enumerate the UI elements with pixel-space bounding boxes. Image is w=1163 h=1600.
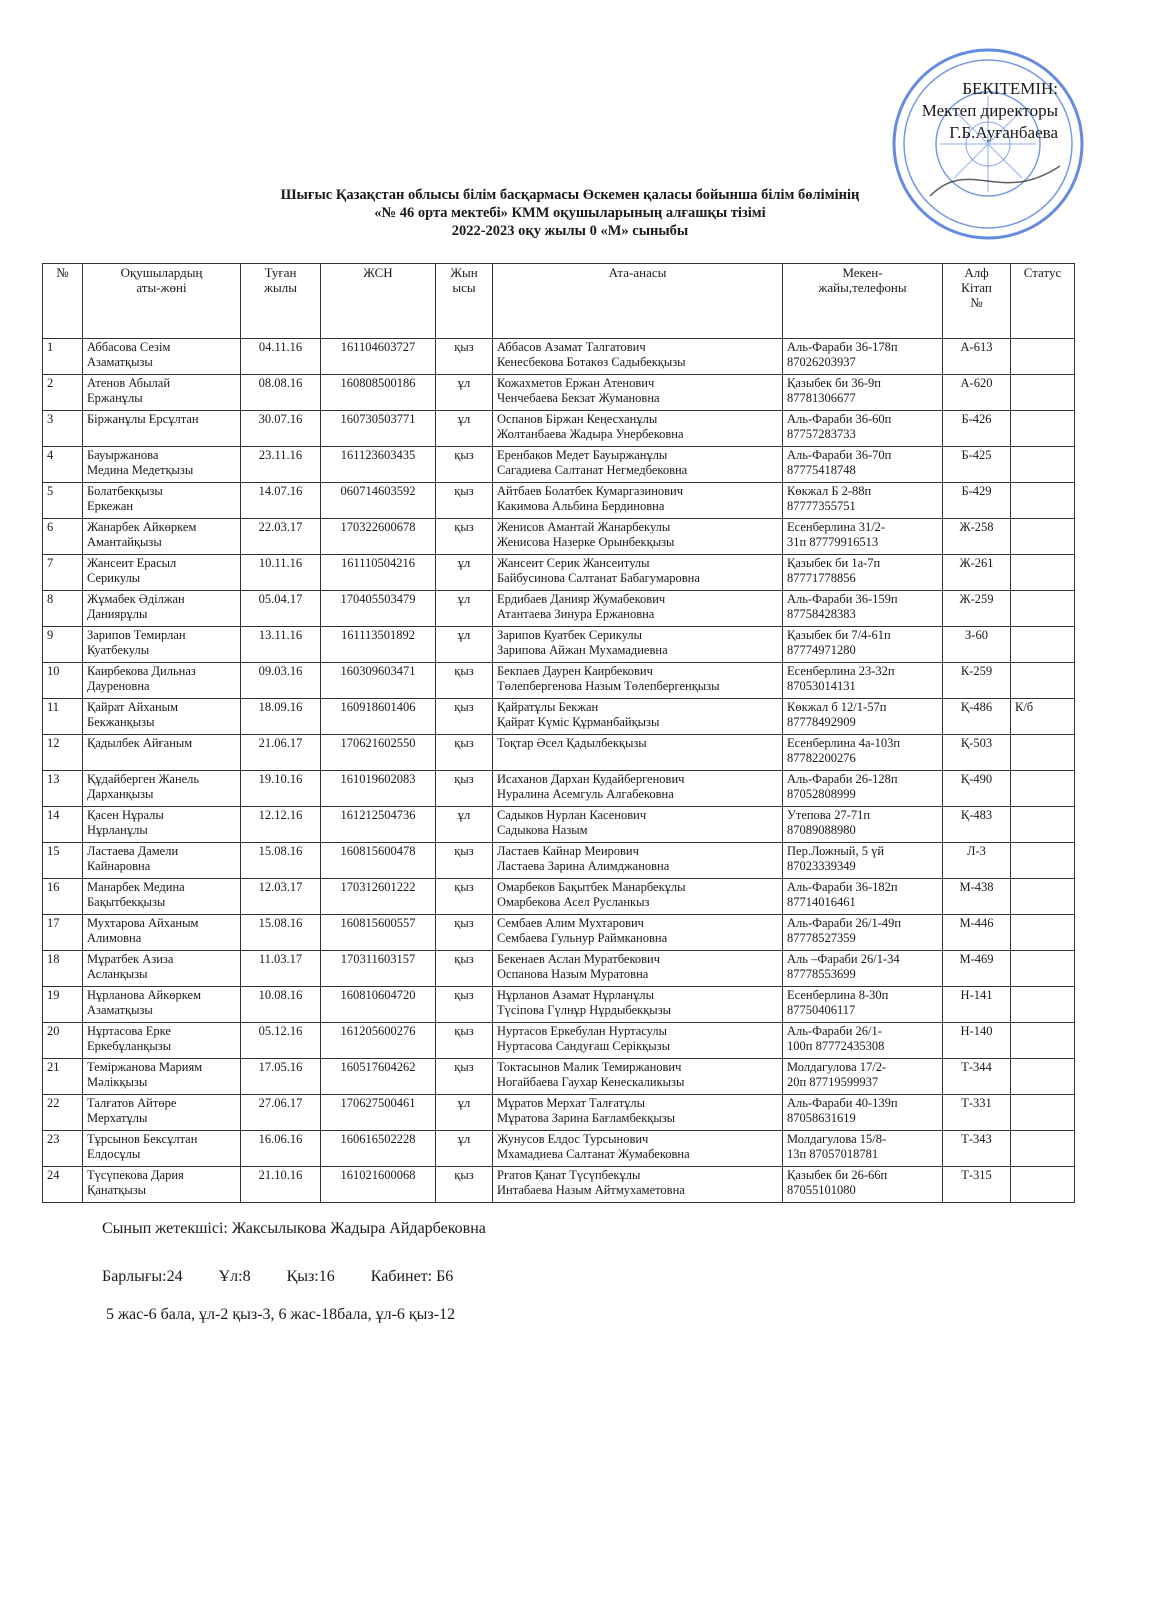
table-row <box>43 663 1075 699</box>
cell-name: Қадылбек Айғаным <box>83 735 241 771</box>
cell-gender: қыз <box>436 519 493 555</box>
cell-name: Біржанұлы Ерсұлтан <box>83 411 241 447</box>
cell-no: 6 <box>43 519 83 555</box>
table-row <box>43 1167 1075 1203</box>
approval-block <box>878 78 1058 144</box>
header-iin: ЖСН <box>321 264 436 339</box>
cell-name: Қайрат Айханым Бекжанқызы <box>83 699 241 735</box>
cell-iin: 170312601222 <box>321 879 436 915</box>
cell-address: Пер.Ложный, 5 үй 87023339349 <box>783 843 943 879</box>
table-row <box>43 807 1075 843</box>
cell-iin: 170627500461 <box>321 1095 436 1131</box>
cell-no: 12 <box>43 735 83 771</box>
cell-no: 14 <box>43 807 83 843</box>
cell-dob: 08.08.16 <box>241 375 321 411</box>
cell-status <box>1011 879 1075 915</box>
cell-parents: Тоқтар Әсел Қадылбекқызы <box>493 735 783 771</box>
cell-no: 22 <box>43 1095 83 1131</box>
cell-parents: Еренбаков Медет Бауыржанұлы Сагадиева Салтанат Негмедбековна <box>493 447 783 483</box>
cell-parents: Садыков Нурлан Касенович Садыкова Назым <box>493 807 783 843</box>
cell-parents: Ластаев Кайнар Меирович Ластаева Зарина Алимджановна <box>493 843 783 879</box>
boys-count: Ұл:8 <box>218 1268 251 1285</box>
class-totals <box>102 1268 485 1286</box>
cell-iin: 170311603157 <box>321 951 436 987</box>
table-row <box>43 1095 1075 1131</box>
cell-iin: 161113501892 <box>321 627 436 663</box>
table-row <box>43 483 1075 519</box>
cell-address: Аль-Фараби 36-182п 87714016461 <box>783 879 943 915</box>
cell-book: Н-140 <box>943 1023 1011 1059</box>
document-title <box>190 186 950 240</box>
cell-parents: Кожахметов Ержан Атенович Ченчебаева Бекзат Жумановна <box>493 375 783 411</box>
cell-address: Аль-Фараби 26/1- 100п 87772435308 <box>783 1023 943 1059</box>
cell-status <box>1011 591 1075 627</box>
girls-count: Қыз:16 <box>286 1268 335 1285</box>
cell-dob: 19.10.16 <box>241 771 321 807</box>
cell-iin: 170621602550 <box>321 735 436 771</box>
cell-name: Талғатов Айтөре Мерхатұлы <box>83 1095 241 1131</box>
cell-address: Аль-Фараби 26-128п 87052808999 <box>783 771 943 807</box>
cell-address: Аль –Фараби 26/1-34 87778553699 <box>783 951 943 987</box>
cell-address: Көкжал б 12/1-57п 87778492909 <box>783 699 943 735</box>
cell-dob: 10.11.16 <box>241 555 321 591</box>
table-row <box>43 915 1075 951</box>
cell-no: 20 <box>43 1023 83 1059</box>
cell-book: А-620 <box>943 375 1011 411</box>
cell-gender: қыз <box>436 1023 493 1059</box>
header-dob: Туған жылы <box>241 264 321 339</box>
cell-no: 2 <box>43 375 83 411</box>
cell-parents: Нуртасов Еркебулан Нуртасулы Нуртасова Сандуғаш Серікқызы <box>493 1023 783 1059</box>
cell-address: Қазыбек би 36-9п 87781306677 <box>783 375 943 411</box>
header-name: Оқушылардың аты-жөні <box>83 264 241 339</box>
cell-no: 11 <box>43 699 83 735</box>
cell-dob: 15.08.16 <box>241 843 321 879</box>
cell-parents: Женисов Амантай Жанарбекулы Женисова Назерке Орынбекқызы <box>493 519 783 555</box>
cell-gender: қыз <box>436 879 493 915</box>
cell-book: Б-426 <box>943 411 1011 447</box>
cell-parents: Жунусов Елдос Турсынович Мхамадиева Салтанат Жумабековна <box>493 1131 783 1167</box>
cell-no: 21 <box>43 1059 83 1095</box>
cell-iin: 160810604720 <box>321 987 436 1023</box>
cell-address: Аль-Фараби 36-178п 87026203937 <box>783 339 943 375</box>
header-address: Мекен- жайы,телефоны <box>783 264 943 339</box>
cell-name: Каирбекова Дильназ Дауреновна <box>83 663 241 699</box>
cell-book: А-613 <box>943 339 1011 375</box>
cell-gender: ұл <box>436 627 493 663</box>
cell-gender: қыз <box>436 663 493 699</box>
cell-no: 18 <box>43 951 83 987</box>
approval-position: Мектеп директоры <box>921 101 1058 120</box>
cell-parents: Сембаев Алим Мухтарович Сембаева Гульнур Раймкановна <box>493 915 783 951</box>
table-row <box>43 339 1075 375</box>
cell-status <box>1011 1023 1075 1059</box>
cell-gender: қыз <box>436 915 493 951</box>
cell-address: Утепова 27-71п 87089088980 <box>783 807 943 843</box>
cell-book: М-446 <box>943 915 1011 951</box>
cell-iin: 161123603435 <box>321 447 436 483</box>
cell-book: Т-331 <box>943 1095 1011 1131</box>
cell-parents: Оспанов Біржан Кеңесханұлы Жолтанбаева Жадыра Унербековна <box>493 411 783 447</box>
table-row <box>43 591 1075 627</box>
table-row <box>43 771 1075 807</box>
cell-dob: 04.11.16 <box>241 339 321 375</box>
cell-name: Тұрсынов Бексұлтан Елдосұлы <box>83 1131 241 1167</box>
header-parents: Ата-анасы <box>493 264 783 339</box>
cell-book: Ж-259 <box>943 591 1011 627</box>
cell-status <box>1011 1131 1075 1167</box>
cell-status <box>1011 735 1075 771</box>
table-row <box>43 555 1075 591</box>
cell-book: Т-343 <box>943 1131 1011 1167</box>
cell-gender: ұл <box>436 591 493 627</box>
cell-name: Құдайберген Жанель Дарханқызы <box>83 771 241 807</box>
cell-no: 23 <box>43 1131 83 1167</box>
cabinet: Кабинет: Б6 <box>370 1268 454 1285</box>
cell-name: Атенов Абылай Ержанұлы <box>83 375 241 411</box>
cell-dob: 13.11.16 <box>241 627 321 663</box>
cell-parents: Рғатов Қанат Түсүпбекұлы Интабаева Назым Айтмухаметовна <box>493 1167 783 1203</box>
header-book: Алф Кітап № <box>943 264 1011 339</box>
cell-address: Молдагулова 17/2- 20п 87719599937 <box>783 1059 943 1095</box>
cell-dob: 15.08.16 <box>241 915 321 951</box>
cell-status <box>1011 555 1075 591</box>
cell-book: Б-429 <box>943 483 1011 519</box>
cell-name: Бауыржанова Медина Медетқызы <box>83 447 241 483</box>
cell-parents: Бекенаев Аслан Муратбекович Оспанова Назым Муратовна <box>493 951 783 987</box>
cell-dob: 05.04.17 <box>241 591 321 627</box>
cell-address: Аль-Фараби 36-60п 87757283733 <box>783 411 943 447</box>
cell-gender: қыз <box>436 699 493 735</box>
cell-name: Манарбек Медина Бақытбекқызы <box>83 879 241 915</box>
cell-gender: қыз <box>436 483 493 519</box>
cell-dob: 21.06.17 <box>241 735 321 771</box>
cell-iin: 161021600068 <box>321 1167 436 1203</box>
cell-dob: 12.03.17 <box>241 879 321 915</box>
cell-iin: 060714603592 <box>321 483 436 519</box>
table-row <box>43 447 1075 483</box>
cell-address: Аль-Фараби 40-139п 87058631619 <box>783 1095 943 1131</box>
cell-book: Қ-483 <box>943 807 1011 843</box>
table-row <box>43 1023 1075 1059</box>
cell-gender: ұл <box>436 807 493 843</box>
cell-no: 9 <box>43 627 83 663</box>
cell-book: Л-3 <box>943 843 1011 879</box>
cell-iin: 160730503771 <box>321 411 436 447</box>
total-count: Барлығы:24 <box>102 1268 183 1285</box>
table-row <box>43 519 1075 555</box>
cell-gender: ұл <box>436 411 493 447</box>
cell-iin: 160309603471 <box>321 663 436 699</box>
table-row <box>43 879 1075 915</box>
cell-parents: Исаханов Дархан Кудайбергенович Нуралина Асемгуль Алгабековна <box>493 771 783 807</box>
cell-no: 1 <box>43 339 83 375</box>
cell-status <box>1011 771 1075 807</box>
cell-book: М-438 <box>943 879 1011 915</box>
cell-no: 17 <box>43 915 83 951</box>
cell-book: Н-141 <box>943 987 1011 1023</box>
cell-gender: қыз <box>436 447 493 483</box>
cell-no: 24 <box>43 1167 83 1203</box>
cell-parents: Бекпаев Даурен Каирбекович Төлепбергенова Назым Төлепбергенқызы <box>493 663 783 699</box>
cell-iin: 161019602083 <box>321 771 436 807</box>
table-body <box>43 339 1075 1203</box>
cell-no: 13 <box>43 771 83 807</box>
cell-status <box>1011 807 1075 843</box>
cell-no: 10 <box>43 663 83 699</box>
cell-iin: 161110504216 <box>321 555 436 591</box>
cell-status <box>1011 519 1075 555</box>
table-row <box>43 735 1075 771</box>
cell-status <box>1011 411 1075 447</box>
cell-name: Жанарбек Айкөркем Амантайқызы <box>83 519 241 555</box>
cell-address: Есенберлина 31/2- 31п 87779916513 <box>783 519 943 555</box>
cell-no: 8 <box>43 591 83 627</box>
cell-dob: 12.12.16 <box>241 807 321 843</box>
cell-book: Қ-486 <box>943 699 1011 735</box>
cell-gender: ұл <box>436 1095 493 1131</box>
table-row <box>43 1059 1075 1095</box>
table-row <box>43 951 1075 987</box>
cell-name: Ластаева Дамели Кайнаровна <box>83 843 241 879</box>
cell-status <box>1011 447 1075 483</box>
cell-status <box>1011 843 1075 879</box>
cell-parents: Зарипов Куатбек Серикулы Зарипова Айжан Мухамадиевна <box>493 627 783 663</box>
cell-no: 16 <box>43 879 83 915</box>
cell-gender: қыз <box>436 771 493 807</box>
cell-dob: 18.09.16 <box>241 699 321 735</box>
cell-name: Теміржанова Мариям Мәлікқызы <box>83 1059 241 1095</box>
cell-gender: ұл <box>436 555 493 591</box>
cell-address: Аль-Фараби 36-159п 87758428383 <box>783 591 943 627</box>
cell-book: Т-315 <box>943 1167 1011 1203</box>
cell-iin: 160616502228 <box>321 1131 436 1167</box>
cell-status <box>1011 483 1075 519</box>
cell-iin: 160815600478 <box>321 843 436 879</box>
cell-iin: 161212504736 <box>321 807 436 843</box>
age-breakdown: 5 жас-6 бала, ұл-2 қыз-3, 6 жас-18бала, ұл-6 қыз-12 <box>106 1306 456 1323</box>
table-row <box>43 699 1075 735</box>
cell-iin: 160517604262 <box>321 1059 436 1095</box>
cell-iin: 160918601406 <box>321 699 436 735</box>
cell-name: Нұртасова Ерке Еркебұланқызы <box>83 1023 241 1059</box>
cell-gender: қыз <box>436 987 493 1023</box>
cell-parents: Омарбеков Бақытбек Манарбекұлы Омарбекова Асел Русланкыз <box>493 879 783 915</box>
table-row <box>43 987 1075 1023</box>
student-roster-table <box>42 263 1075 1203</box>
cell-status <box>1011 663 1075 699</box>
cell-iin: 170322600678 <box>321 519 436 555</box>
cell-parents: Нұрланов Азамат Нұрланұлы Түсіпова Гүлнұр Нұрдыбекқызы <box>493 987 783 1023</box>
header-gender: Жын ысы <box>436 264 493 339</box>
cell-dob: 27.06.17 <box>241 1095 321 1131</box>
cell-parents: Жансеит Серик Жансеитулы Байбусинова Салтанат Бабагумаровна <box>493 555 783 591</box>
cell-parents: Айтбаев Болатбек Кумаргазинович Какимова Альбина Бердиновна <box>493 483 783 519</box>
cell-address: Аль-Фараби 26/1-49п 87778527359 <box>783 915 943 951</box>
cell-status <box>1011 627 1075 663</box>
table-row <box>43 843 1075 879</box>
cell-address: Есенберлина 23-32п 87053014131 <box>783 663 943 699</box>
cell-book: Б-425 <box>943 447 1011 483</box>
cell-book: Қ-490 <box>943 771 1011 807</box>
cell-gender: қыз <box>436 951 493 987</box>
table-row <box>43 411 1075 447</box>
cell-no: 15 <box>43 843 83 879</box>
cell-book: Ж-261 <box>943 555 1011 591</box>
cell-dob: 11.03.17 <box>241 951 321 987</box>
cell-status <box>1011 987 1075 1023</box>
cell-gender: қыз <box>436 735 493 771</box>
cell-parents: Мұратов Мерхат Талғатұлы Мұратова Зарина Бағламбекқызы <box>493 1095 783 1131</box>
cell-address: Қазыбек би 26-66п 87055101080 <box>783 1167 943 1203</box>
cell-dob: 21.10.16 <box>241 1167 321 1203</box>
cell-dob: 23.11.16 <box>241 447 321 483</box>
cell-address: Молдагулова 15/8- 13п 87057018781 <box>783 1131 943 1167</box>
cell-address: Қазыбек би 1а-7п 87771778856 <box>783 555 943 591</box>
cell-address: Көкжал Б 2-88п 87777355751 <box>783 483 943 519</box>
cell-name: Жансеит Ерасыл Серикулы <box>83 555 241 591</box>
cell-gender: қыз <box>436 339 493 375</box>
approval-heading: БЕКІТЕМІН: <box>962 79 1058 98</box>
cell-dob: 14.07.16 <box>241 483 321 519</box>
header-status: Статус <box>1011 264 1075 339</box>
cell-name: Болатбекқызы Еркежан <box>83 483 241 519</box>
cell-name: Жұмабек Әділжан Даниярұлы <box>83 591 241 627</box>
cell-dob: 09.03.16 <box>241 663 321 699</box>
cell-name: Қасен Нұралы Нұрланұлы <box>83 807 241 843</box>
cell-address: Аль-Фараби 36-70п 87775418748 <box>783 447 943 483</box>
cell-no: 19 <box>43 987 83 1023</box>
cell-iin: 161104603727 <box>321 339 436 375</box>
title-line-2: «№ 46 орта мектебі» КММ оқушыларының алғашқы тізімі <box>374 205 766 221</box>
header-no: № <box>43 264 83 339</box>
cell-address: Есенберлина 4а-103п 87782200276 <box>783 735 943 771</box>
cell-address: Қазыбек би 7/4-61п 87774971280 <box>783 627 943 663</box>
cell-status <box>1011 951 1075 987</box>
cell-dob: 22.03.17 <box>241 519 321 555</box>
cell-status <box>1011 1167 1075 1203</box>
cell-iin: 161205600276 <box>321 1023 436 1059</box>
cell-gender: ұл <box>436 1131 493 1167</box>
cell-no: 7 <box>43 555 83 591</box>
cell-iin: 160815600557 <box>321 915 436 951</box>
cell-no: 3 <box>43 411 83 447</box>
cell-status <box>1011 339 1075 375</box>
cell-dob: 10.08.16 <box>241 987 321 1023</box>
cell-book: М-469 <box>943 951 1011 987</box>
cell-gender: қыз <box>436 1167 493 1203</box>
cell-iin: 170405503479 <box>321 591 436 627</box>
cell-book: К-259 <box>943 663 1011 699</box>
cell-name: Аббасова Сезім Азаматқызы <box>83 339 241 375</box>
cell-iin: 160808500186 <box>321 375 436 411</box>
cell-no: 5 <box>43 483 83 519</box>
cell-gender: қыз <box>436 1059 493 1095</box>
cell-status <box>1011 915 1075 951</box>
class-teacher: Сынып жетекшісі: Жаксылыкова Жадыра Айдарбековна <box>102 1220 486 1237</box>
cell-dob: 05.12.16 <box>241 1023 321 1059</box>
cell-book: З-60 <box>943 627 1011 663</box>
cell-dob: 17.05.16 <box>241 1059 321 1095</box>
cell-gender: ұл <box>436 375 493 411</box>
cell-status <box>1011 1059 1075 1095</box>
cell-name: Нұрланова Айкөркем Азаматқызы <box>83 987 241 1023</box>
cell-address: Есенберлина 8-30п 87750406117 <box>783 987 943 1023</box>
cell-parents: Ердибаев Данияр Жумабекович Атантаева Зинура Ержановна <box>493 591 783 627</box>
table-row <box>43 1131 1075 1167</box>
cell-gender: қыз <box>436 843 493 879</box>
cell-parents: Аббасов Азамат Талгатович Кенесбекова Ботакөз Садыбекқызы <box>493 339 783 375</box>
cell-name: Мухтарова Айханым Алимовна <box>83 915 241 951</box>
cell-status: К/б <box>1011 699 1075 735</box>
table-row <box>43 627 1075 663</box>
cell-name: Түсүпекова Дария Қанатқызы <box>83 1167 241 1203</box>
cell-book: Т-344 <box>943 1059 1011 1095</box>
cell-status <box>1011 1095 1075 1131</box>
cell-no: 4 <box>43 447 83 483</box>
cell-name: Мұратбек Азиза Асланқызы <box>83 951 241 987</box>
approval-director-name: Г.Б.Ауғанбаева <box>949 123 1058 142</box>
cell-dob: 30.07.16 <box>241 411 321 447</box>
title-line-1: Шығыс Қазақстан облысы білім басқармасы Өскемен қаласы бойынша білім бөлімінің <box>280 187 860 203</box>
cell-name: Зарипов Темирлан Куатбекулы <box>83 627 241 663</box>
cell-book: Ж-258 <box>943 519 1011 555</box>
title-line-3: 2022-2023 оқу жылы 0 «М» сыныбы <box>451 223 689 239</box>
cell-status <box>1011 375 1075 411</box>
cell-parents: Қайратұлы Бекжан Қайрат Күміс Құрманбайқызы <box>493 699 783 735</box>
table-row <box>43 375 1075 411</box>
cell-dob: 16.06.16 <box>241 1131 321 1167</box>
cell-book: Қ-503 <box>943 735 1011 771</box>
cell-parents: Токтасынов Малик Темиржанович Ногайбаева Гаухар Кенескаликызы <box>493 1059 783 1095</box>
table-header-row <box>43 264 1075 339</box>
